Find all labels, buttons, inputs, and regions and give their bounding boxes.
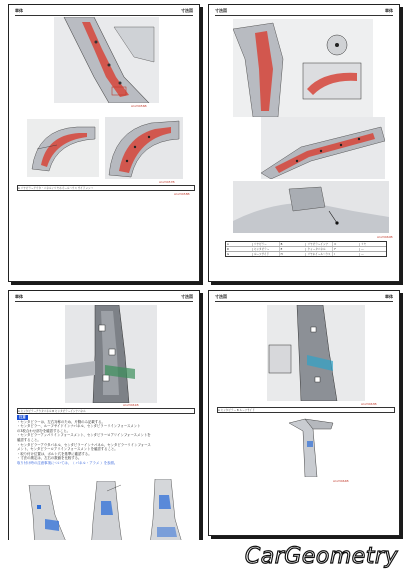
notes-text (17, 415, 195, 466)
logo-text: CarGeometry (244, 543, 398, 569)
page-header (15, 295, 193, 302)
header-right: 寸法図 (181, 8, 193, 13)
header-right: 車体 (385, 294, 393, 299)
pillar-detail-figure (283, 417, 339, 477)
notes-line: ・寸法の測定は、左右の数値を比較する。 (17, 456, 82, 461)
quarter-figure-middle (261, 117, 385, 179)
notes-line: ・センタピラーアッパリインフォースメント、センタピラーロアリインフォースメントを (17, 433, 151, 438)
manual-page-1 (8, 4, 200, 282)
figure-code-bottom: A123457B (159, 180, 175, 184)
quarter-figure-bottom (233, 181, 389, 233)
header-left: 車体 (15, 294, 23, 299)
header-left: 寸法図 (215, 8, 227, 13)
section-header-bar: A センタピラー B ルーフサイド (217, 407, 395, 413)
manual-page-2 (208, 4, 400, 282)
notes-line: ・センタピラー、ルーフサイドインナパネル、センタピラーリインフォースメント (17, 424, 141, 429)
caption-text: A リヤピラーアウタ・パネル / リヤホイールハウス サイドメンバ (18, 187, 94, 190)
caption-code: A123458B (174, 192, 190, 196)
roofside-figure (267, 305, 365, 401)
notes-heading: 注意 (19, 415, 26, 419)
page-header (15, 9, 193, 16)
header-right: 寸法図 (181, 294, 193, 299)
header-left: 車体 (15, 8, 23, 13)
quarter-figure-top (233, 19, 373, 117)
section-header-bar: A センタピラーアウタパネル B センタピラーインナパネル (17, 408, 195, 414)
table-row: A リヤピラー B リヤピラーインナ C リヤ (226, 242, 386, 247)
notes-line: ・センタピラーアウタパネル、センタピラーインナパネル、センタピラーリインフォース (17, 442, 151, 447)
pillar-figure-top (54, 17, 159, 103)
figure-code: A123461B (123, 403, 139, 407)
page-header (215, 9, 393, 16)
figure-code-top: A123456B (131, 104, 147, 108)
parts-table (225, 241, 387, 257)
notes-line: メント、センタピラーロアリインフォースメントを確認すること。 (17, 447, 118, 452)
table-row: D センタピラー E クォータパネル F ― (226, 247, 386, 252)
table-row: G ルーフサイド H リヤホイールハウス I ― (227, 252, 364, 256)
header-right: 車体 (385, 8, 393, 13)
figure-code-middle: A123463B (361, 402, 377, 406)
header-left: 寸法図 (215, 294, 227, 299)
center-pillar-figure (65, 305, 157, 403)
wheelhouse-figure-right (105, 117, 183, 179)
notes-line: 確認すること。 (17, 437, 41, 442)
wheelhouse-figure-left (27, 119, 99, 177)
notes-line: ・センタピラーは、左右対称のため、片側のみ記載する。 (17, 419, 105, 424)
page-header (215, 295, 393, 302)
figure-code-bottom: A123464B (333, 479, 349, 483)
manual-page-4 (208, 290, 400, 536)
notes-line: ・取り付け位置は、ボルト穴を基準に確認する。 (17, 451, 92, 456)
notes-line: の3枚合わせ部分を確認すること。 (17, 428, 71, 433)
figure-code-bottom: A123460B (377, 235, 393, 239)
notes-line-link: 取り付け時の注意事項については、（ パネル・アラメ ）を参照。 (17, 460, 118, 465)
site-logo (245, 540, 398, 572)
manual-page-3 (8, 290, 200, 568)
figure-caption (17, 185, 195, 191)
